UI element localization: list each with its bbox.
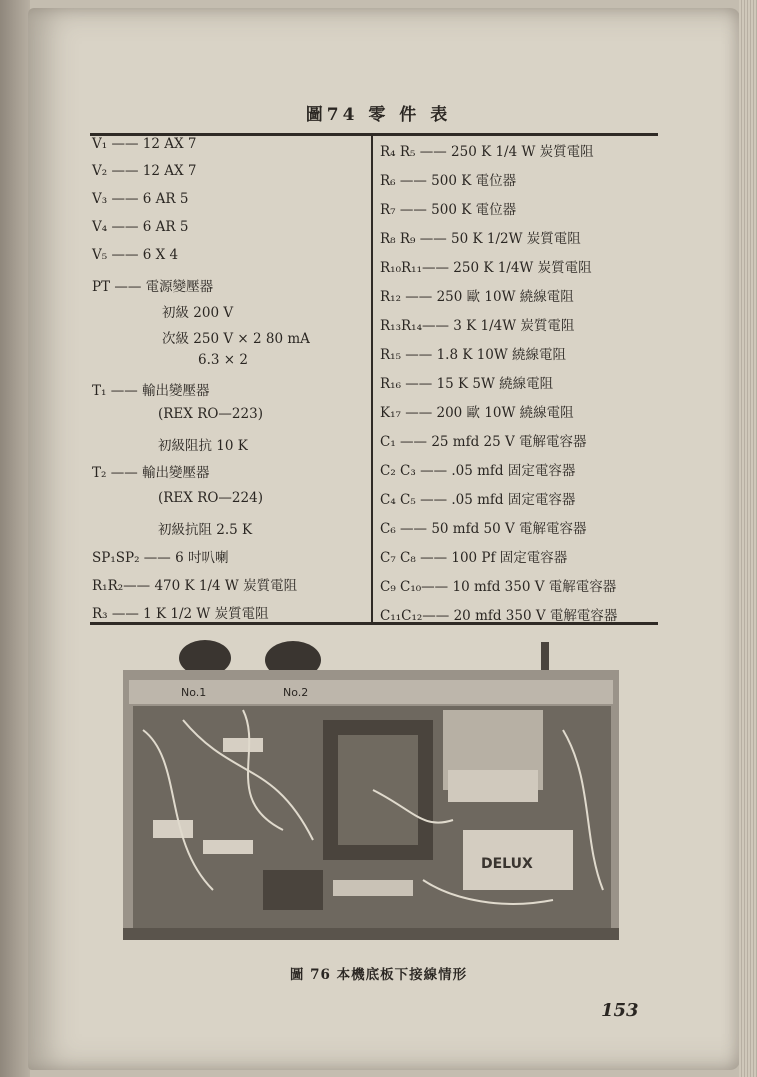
parts-row: R₁R₂—— 470 K 1/4 W 炭質電阻 (92, 578, 298, 594)
parts-row: C₁₁C₁₂—— 20 mfd 350 V 電解電容器 (380, 608, 618, 624)
chassis-wiring-image (123, 640, 619, 940)
label-no1: No.1 (181, 686, 207, 699)
parts-row: C₂ C₃ —— .05 mfd 固定電容器 (380, 463, 576, 479)
chassis-photo (123, 640, 619, 940)
parts-row: C₁ —— 25 mfd 25 V 電解電容器 (380, 434, 587, 450)
parts-row-detail: (REX RO—224) (158, 490, 263, 506)
parts-list-left (92, 136, 367, 622)
parts-row: R₁₆ —— 15 K 5W 繞線電阻 (380, 376, 554, 392)
parts-row: R₄ R₅ —— 250 K 1/4 W 炭質電阻 (380, 144, 594, 160)
table-column-divider (371, 133, 373, 624)
parts-row: SP₁SP₂ —— 6 吋叭喇 (92, 550, 229, 566)
parts-row: R₁₃R₁₄—— 3 K 1/4W 炭質電阻 (380, 318, 575, 334)
parts-row: R₈ R₉ —— 50 K 1/2W 炭質電阻 (380, 231, 581, 247)
transformer-label: DELUX (481, 856, 533, 872)
parts-row: C₇ C₈ —— 100 Pf 固定電容器 (380, 550, 568, 566)
parts-row-detail: (REX RO—223) (158, 406, 263, 422)
parts-row: C₉ C₁₀—— 10 mfd 350 V 電解電容器 (380, 579, 617, 595)
parts-row: R₇ —— 500 K 電位器 (380, 202, 517, 218)
figure-caption: 圖 76 本機底板下接線情形 (289, 967, 468, 983)
parts-row: R₁₅ —— 1.8 K 10W 繞線電阻 (380, 347, 567, 363)
parts-row: R₁₂ —— 250 歐 10W 繞線電阻 (380, 289, 574, 305)
parts-row-detail: 次級 250 V × 2 80 mA (162, 331, 310, 347)
parts-row-detail: 初級阻抗 10 K (158, 438, 248, 454)
parts-row: C₄ C₅ —— .05 mfd 固定電容器 (380, 492, 576, 508)
parts-row: R₆ —— 500 K 電位器 (380, 173, 517, 189)
parts-row: C₆ —— 50 mfd 50 V 電解電容器 (380, 521, 587, 537)
parts-row-detail: 初級 200 V (162, 305, 234, 321)
table-title: 圖74 零 件 表 (305, 105, 452, 125)
page-edges (739, 0, 757, 1077)
parts-row: V₂ —— 12 AX 7 (92, 163, 197, 179)
parts-row-detail: 初級抗阻 2.5 K (158, 522, 253, 538)
parts-row: T₁ —— 輸出變壓器 (92, 383, 210, 399)
parts-row: PT —— 電源變壓器 (92, 279, 214, 295)
parts-row: V₃ —— 6 AR 5 (92, 191, 189, 207)
parts-row: R₃ —— 1 K 1/2 W 炭質電阻 (92, 606, 269, 622)
book-spine-shadow (0, 0, 30, 1077)
parts-list-right (380, 140, 660, 622)
parts-row: V₄ —— 6 AR 5 (92, 219, 189, 235)
parts-row: V₁ —— 12 AX 7 (92, 136, 197, 152)
label-no2: No.2 (283, 686, 309, 699)
parts-row-detail: 6.3 × 2 (198, 352, 248, 368)
parts-row: V₅ —— 6 X 4 (92, 247, 179, 263)
page-number: 153 (601, 1000, 639, 1021)
parts-row: K₁₇ —— 200 歐 10W 繞線電阻 (380, 405, 574, 421)
parts-row: T₂ —— 輸出變壓器 (92, 465, 210, 481)
parts-row: R₁₀R₁₁—— 250 K 1/4W 炭質電阻 (380, 260, 592, 276)
